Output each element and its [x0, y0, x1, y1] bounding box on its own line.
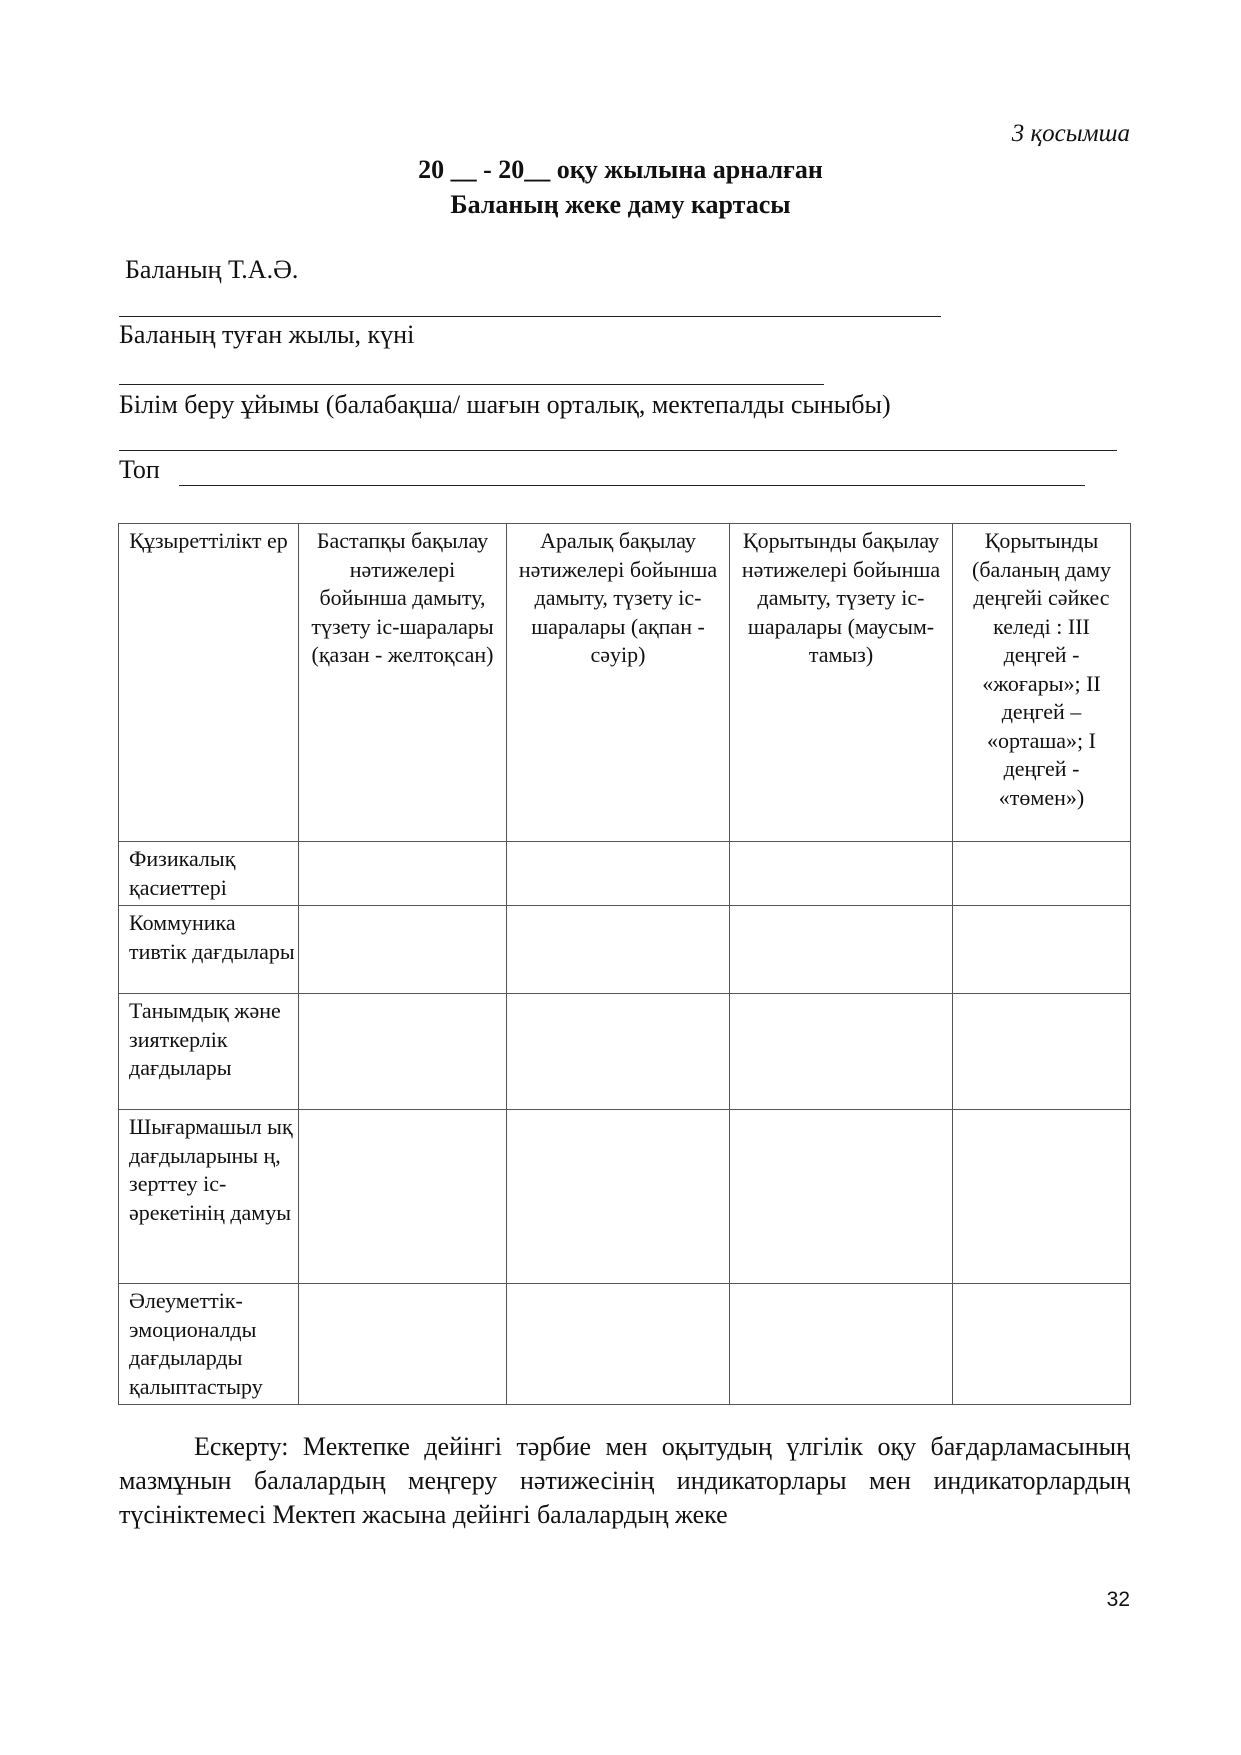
table-row: [119, 906, 1131, 994]
table-cell[interactable]: [953, 906, 1131, 994]
note-paragraph: Ескерту: Мектепке дейінгі тәрбие мен оқытудың үлгілік оқу бағдарламасының мазмұнын балалардың меңгеру нәтижесінің индикаторлары мен индикаторлардың түсініктемесі Мектеп жасына дейінгі балалардың жеке: [119, 1432, 1130, 1529]
row-label-creative: Шығармашыл ық дағдыларыны ң, зерттеу іс-әрекетінің дамуы: [119, 1110, 299, 1284]
table-cell[interactable]: [953, 994, 1131, 1110]
table-cell[interactable]: [730, 906, 953, 994]
organization-underline: [119, 450, 1117, 451]
organization-label: Білім беру ұйымы (балабақша/ шағын орталық, мектепалды сыныбы): [119, 390, 891, 419]
row-label-cognitive: Танымдық және зияткерлік дағдылары: [119, 994, 299, 1110]
table-header-row: [119, 524, 1131, 842]
header-final-level: Қорытынды (баланың даму деңгейі сәйкес келеді : ІІІ деңгей - «жоғары»; ІІ деңгей – «орташа»; І деңгей - «төмен»): [953, 524, 1131, 842]
birth-date-underline: [119, 384, 824, 385]
table-cell[interactable]: [299, 842, 507, 906]
table-cell[interactable]: [299, 1110, 507, 1284]
table-cell[interactable]: [507, 906, 730, 994]
table-cell[interactable]: [299, 994, 507, 1110]
table-cell[interactable]: [953, 1110, 1131, 1284]
table-row: [119, 842, 1131, 906]
table-cell[interactable]: [730, 994, 953, 1110]
row-label-physical: Физикалық қасиеттері: [119, 842, 299, 906]
header-competencies: Құзыреттілікт ер: [119, 524, 299, 842]
table-cell[interactable]: [507, 1110, 730, 1284]
table-cell[interactable]: [507, 994, 730, 1110]
row-label-communicative: Коммуника тивтік дағдылары: [119, 906, 299, 994]
document-title-line2: Баланың жеке даму картасы: [450, 190, 791, 219]
row-label-social-emotional: Әлеуметтік-эмоционалды дағдыларды қалыптастыру: [119, 1284, 299, 1405]
header-intermediate-monitoring: Аралық бақылау нәтижелері бойынша дамыту, түзету іс-шаралары (ақпан - сәуір): [507, 524, 730, 842]
table-cell[interactable]: [953, 1284, 1131, 1405]
table-row: [119, 1110, 1131, 1284]
page-number: 32: [1106, 1588, 1130, 1611]
header-final-monitoring: Қорытынды бақылау нәтижелері бойынша дамыту, түзету іс-шаралары (маусым- тамыз): [730, 524, 953, 842]
birth-date-label: Баланың туған жылы, күні: [119, 320, 415, 349]
table-cell[interactable]: [507, 842, 730, 906]
table-cell[interactable]: [299, 1284, 507, 1405]
group-underline: [179, 485, 1085, 486]
table-cell[interactable]: [730, 1284, 953, 1405]
child-name-label: Баланың Т.А.Ә.: [125, 255, 299, 284]
child-name-underline: [119, 316, 941, 317]
group-label: Топ: [119, 455, 160, 484]
development-card-table: [118, 523, 1131, 1405]
table-cell[interactable]: [507, 1284, 730, 1405]
document-title-line1: 20 __ - 20__ оқу жылына арналған: [418, 155, 823, 184]
annex-label: 3 қосымша: [1011, 120, 1130, 147]
table-cell[interactable]: [299, 906, 507, 994]
table-cell[interactable]: [730, 1110, 953, 1284]
header-initial-monitoring: Бастапқы бақылау нәтижелері бойынша дамыту, түзету іс-шаралары (қазан - желтоқсан): [299, 524, 507, 842]
table-row: [119, 1284, 1131, 1405]
table-row: [119, 994, 1131, 1110]
table-cell[interactable]: [953, 842, 1131, 906]
table-cell[interactable]: [730, 842, 953, 906]
